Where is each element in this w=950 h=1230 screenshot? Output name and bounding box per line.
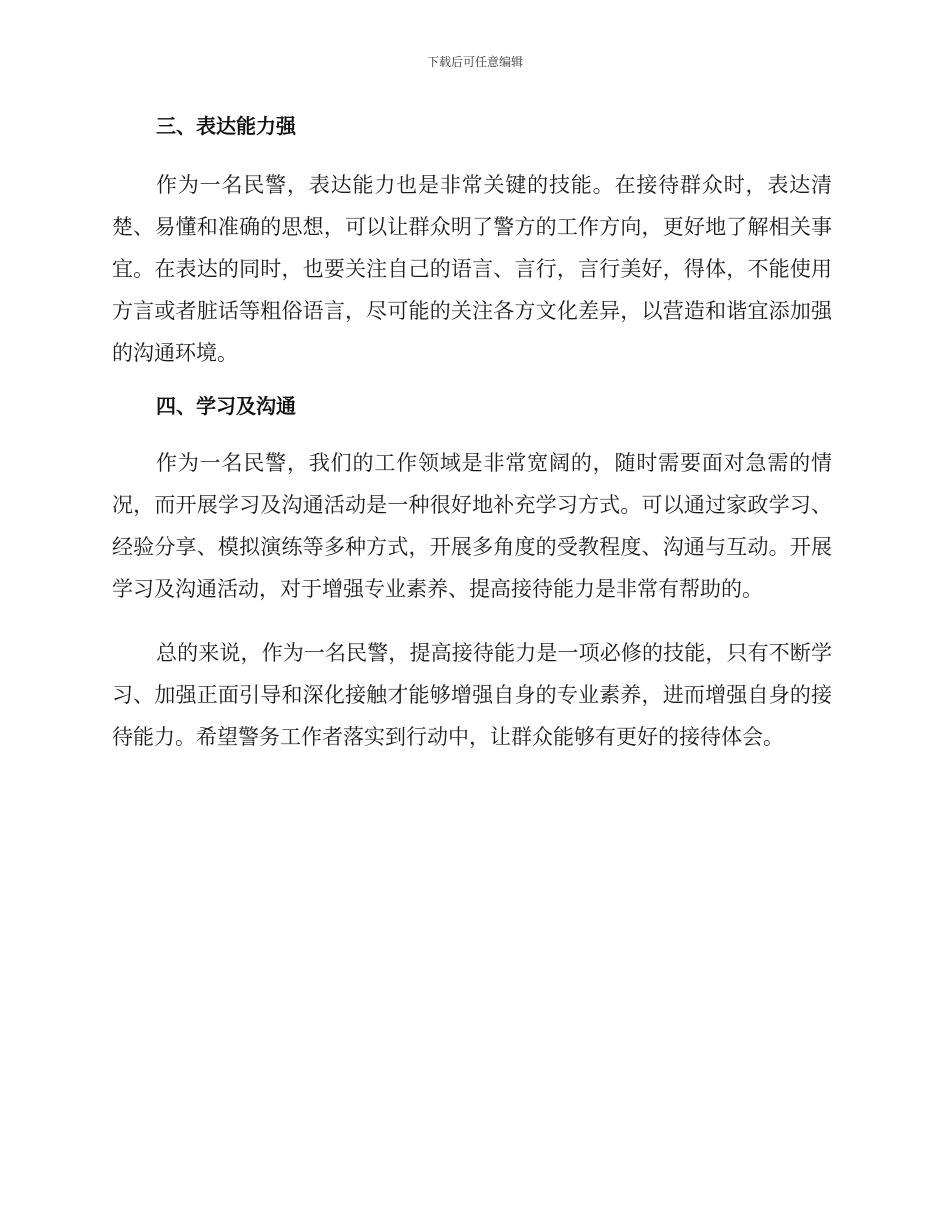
summary-paragraph: 总的来说，作为一名民警，提高接待能力是一项必修的技能，只有不断学习、加强正面引导和深化接触才能够增强自身的专业素养，进而增强自身的接待能力。希望警务工作者落实到行动中，让群众能够有更好的接待体会。 [112,641,832,749]
section-heading-learning: 四、学习及沟通 [156,394,296,418]
section-paragraph-learning: 作为一名民警，我们的工作领域是非常宽阔的，随时需要面对急需的情况，而开展学习及沟通活动是一种很好地补充学习方式。可以通过家政学习、经验分享、模拟演练等多种方式，开展多角度的受教程度、沟通与互动。开展学习及沟通活动，对于增强专业素养、提高接待能力是非常有帮助的。 [112,451,832,601]
section-paragraph-expression: 作为一名民警，表达能力也是非常关键的技能。在接待群众时，表达清楚、易懂和准确的思想，可以让群众明了警方的工作方向，更好地了解相关事宜。在表达的同时，也要关注自己的语言、言行，言行美好，得体，不能使用方言或者脏话等粗俗语言，尽可能的关注各方文化差异，以营造和谐宜添加强的沟通环境。 [112,173,832,365]
page-header: 下载后可任意编辑 [426,55,523,69]
section-heading-expression: 三、表达能力强 [156,114,296,138]
document-body [112,106,832,758]
